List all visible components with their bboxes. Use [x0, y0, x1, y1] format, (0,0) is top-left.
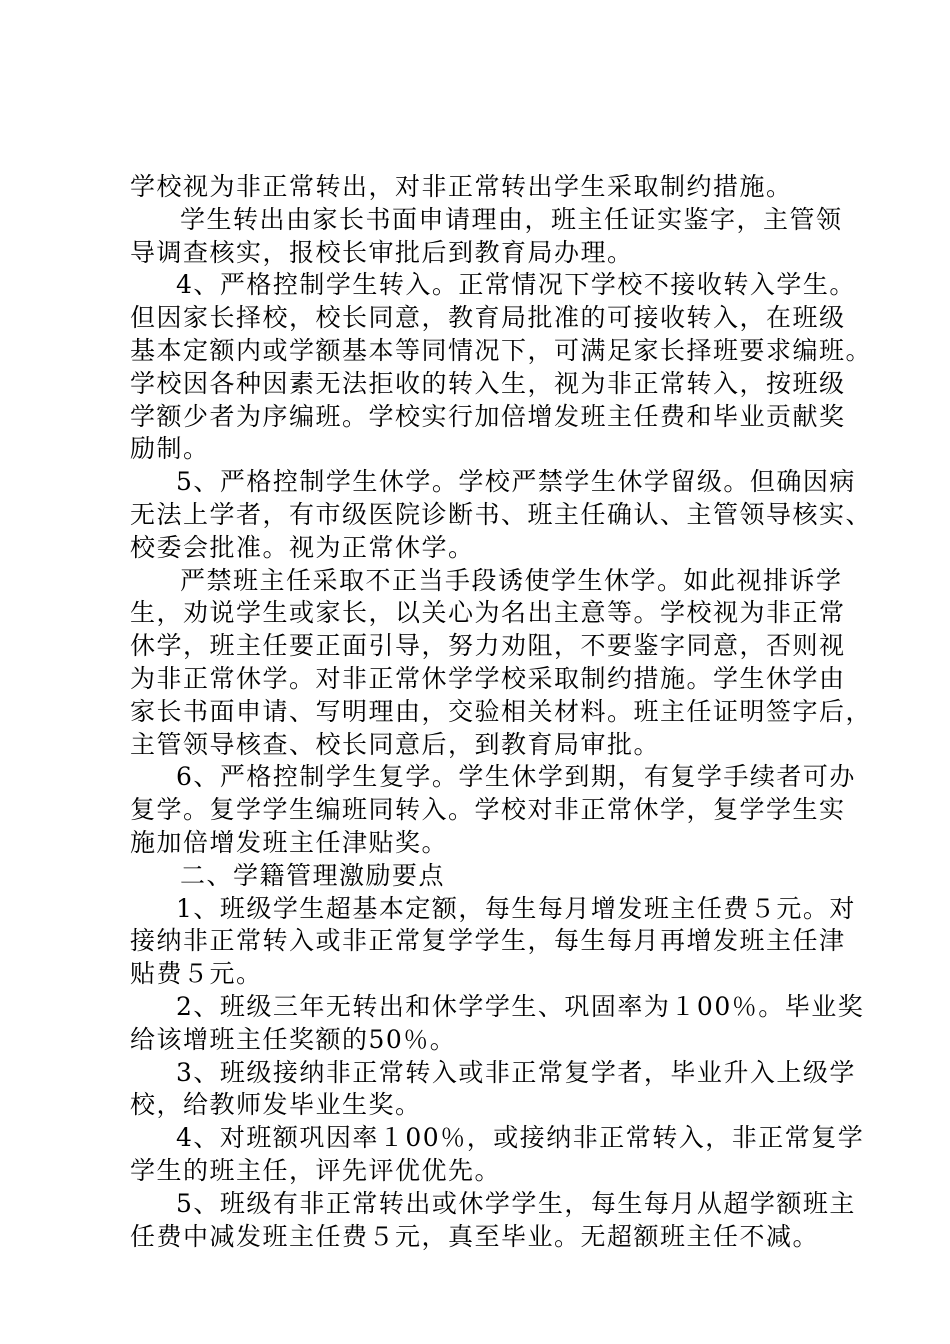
text-line: 但因家长择校，校长同意，教育局批准的可接收转入，在班级	[130, 303, 846, 333]
text-line: 生，劝说学生或家长，以关心为名出主意等。学校视为非正常	[130, 598, 846, 628]
text-line: 主管领导核查、校长同意后，到教育局审批。	[130, 729, 661, 759]
text-line: 学校因各种因素无法拒收的转入生，视为非正常转入，按班级	[130, 368, 846, 398]
text-line: 1、班级学生超基本定额，每生每月增发班主任费５元。对	[176, 893, 856, 923]
text-line: 导调查核实，报校长审批后到教育局办理。	[130, 237, 634, 267]
text-line: 给该增班主任奖额的50％。	[130, 1024, 457, 1054]
document-body	[130, 171, 873, 1253]
text-line: 4、严格控制学生转入。正常情况下学校不接收转入学生。	[176, 270, 856, 300]
text-line: 2、班级三年无转出和休学学生、巩固率为１00％。毕业奖	[176, 991, 865, 1021]
text-line: 家长书面申请、写明理由，交验相关材料。班主任证明签字后，	[130, 696, 873, 726]
section-heading: 二、学籍管理激励要点	[180, 860, 446, 890]
text-line: 严禁班主任采取不正当手段诱使学生休学。如此视排诉学	[180, 565, 843, 595]
text-line: 接纳非正常转入或非正常复学学生，每生每月再增发班主任津	[130, 926, 846, 956]
text-line: 任费中减发班主任费５元，真至毕业。无超额班主任不减。	[130, 1221, 820, 1251]
text-line: 5、严格控制学生休学。学校严禁学生休学留级。但确因病	[176, 467, 856, 497]
text-line: 3、班级接纳非正常转入或非正常复学者，毕业升入上级学	[176, 1057, 856, 1087]
text-line: 基本定额内或学额基本等同情况下，可满足家长择班要求编班。	[130, 335, 873, 365]
text-line: 施加倍增发班主任津贴奖。	[130, 827, 449, 857]
text-line: 6、严格控制学生复学。学生休学到期，有复学手续者可办	[176, 762, 856, 792]
text-line: 贴费５元。	[130, 959, 263, 989]
text-line: 学生的班主任，评先评优优先。	[130, 1155, 502, 1185]
text-line: 校委会批准。视为正常休学。	[130, 532, 475, 562]
text-line: 学校视为非正常转出，对非正常转出学生采取制约措施。	[130, 172, 793, 201]
text-line: 4、对班额巩因率１00％，或接纳非正常转入，非正常复学	[176, 1123, 865, 1153]
text-line: 休学，班主任要正面引导，努力劝阻，不要鉴字同意，否则视	[130, 631, 846, 661]
text-line: 励制。	[130, 434, 210, 464]
text-line: 学额少者为序编班。学校实行加倍增发班主任费和毕业贡献奖	[130, 401, 846, 431]
text-line: 无法上学者，有市级医院诊断书、班主任确认、主管领导核实、	[130, 499, 873, 529]
text-line: 复学。复学学生编班同转入。学校对非正常休学，复学学生实	[130, 795, 846, 825]
text-line: 学生转出由家长书面申请理由，班主任证实鉴字，主管领	[180, 204, 843, 234]
text-line: 校，给教师发毕业生奖。	[130, 1090, 422, 1120]
text-line: 为非正常休学。对非正常休学学校采取制约措施。学生休学由	[130, 663, 846, 693]
text-line: 5、班级有非正常转出或休学学生，每生每月从超学额班主	[176, 1188, 856, 1218]
